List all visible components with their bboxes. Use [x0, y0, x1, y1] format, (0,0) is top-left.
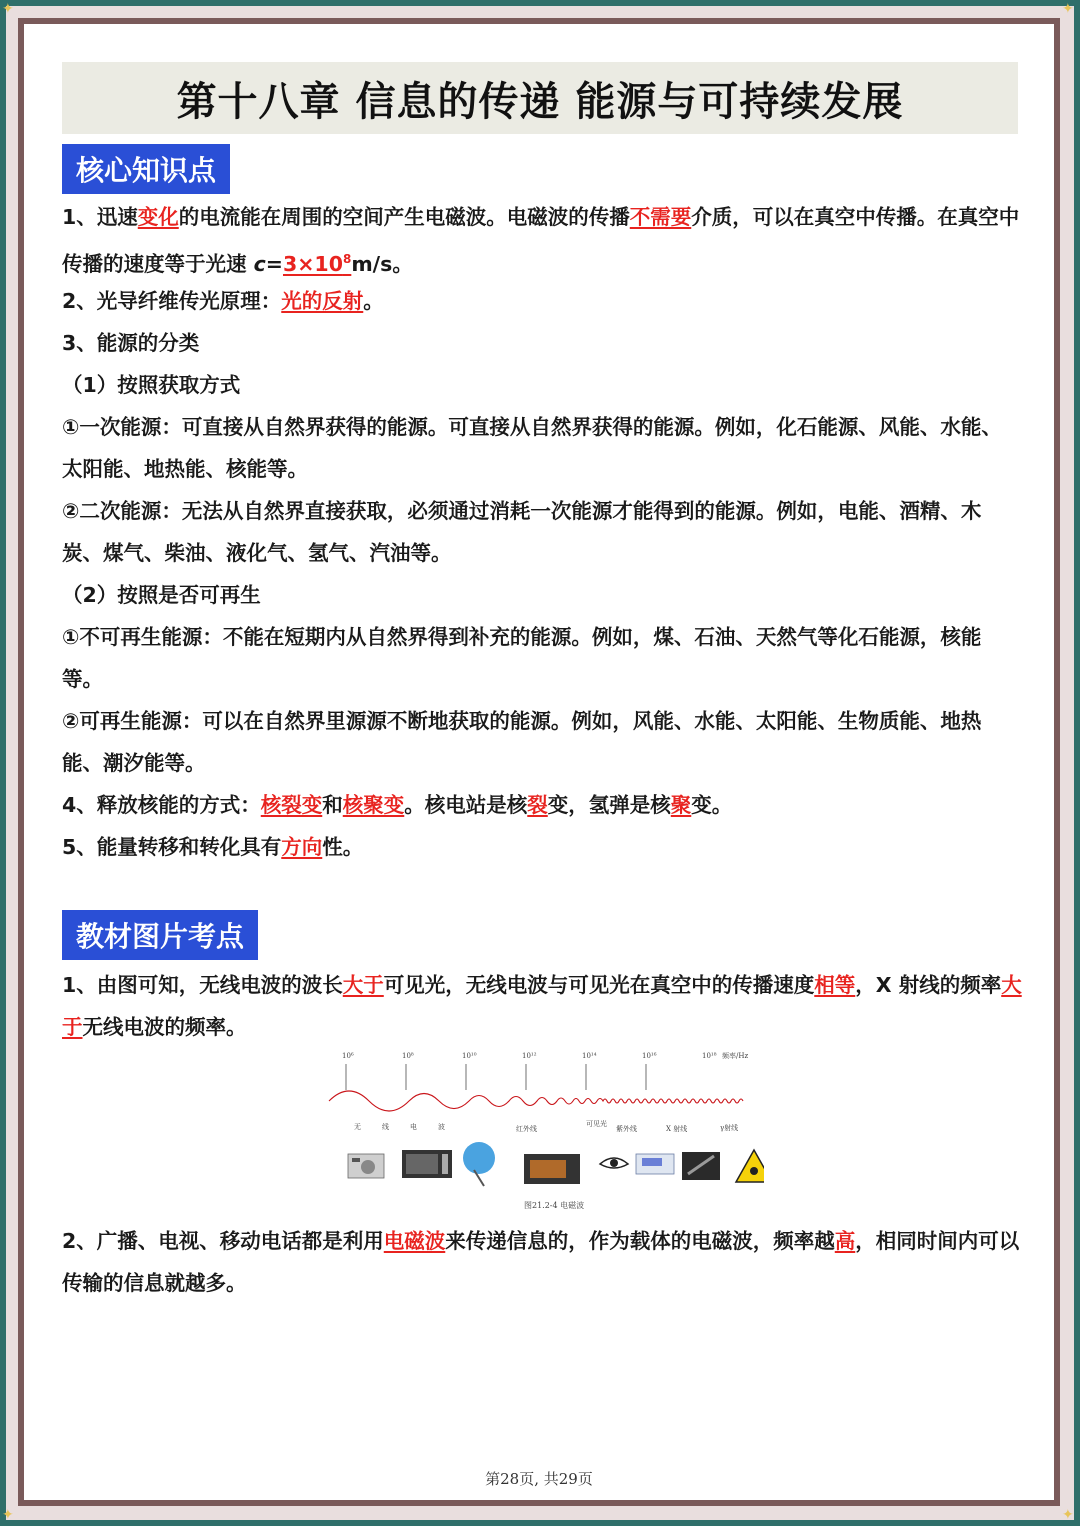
- freq-tick: 10¹²: [522, 1052, 537, 1060]
- core-point-3-2: （2）按照是否可再生: [62, 583, 261, 607]
- band-label: 线: [382, 1123, 389, 1131]
- freq-tick: 10¹⁴: [582, 1052, 597, 1060]
- page-title: 第十八章 信息的传递 能源与可持续发展: [62, 62, 1018, 134]
- xray-image-icon: [682, 1152, 720, 1180]
- section-tag-core: 核心知识点: [62, 144, 230, 194]
- page-border: [2, 1, 1074, 1523]
- band-label: 红外线: [516, 1125, 537, 1133]
- core-point-3-1b: ②二次能源：无法从自然界直接获取，必须通过消耗一次能源才能得到的能源。例如，电能、酒精、木炭、煤气、柴油、液化气、氢气、汽油等。: [62, 499, 982, 565]
- figure-point-1: 1、由图可知，无线电波的波长大于可见光，无线电波与可见光在真空中的传播速度相等，X 射线的频率大于无线电波的频率。: [62, 973, 1022, 1039]
- core-point-2: 2、光导纤维传光原理：光的反射。: [62, 289, 384, 313]
- band-label: X 射线: [666, 1125, 688, 1133]
- wave-curve: [329, 1091, 743, 1111]
- core-point-3: 3、能源的分类: [62, 331, 200, 355]
- microwave-icon: [402, 1150, 452, 1178]
- band-label: 波: [438, 1123, 445, 1131]
- section-tag-figures: 教材图片考点: [62, 910, 258, 960]
- band-label: γ射线: [720, 1124, 739, 1132]
- page-number: 第28页, 共29页: [485, 1470, 593, 1488]
- figure-caption: 图21.2-4 电磁波: [524, 1201, 585, 1210]
- core-point-5: 5、能量转移和转化具有方向性。: [62, 835, 364, 859]
- band-label: 电: [410, 1123, 417, 1131]
- band-label: 可见光: [586, 1120, 607, 1128]
- page-frame: [18, 18, 1060, 1506]
- band-label: 无: [354, 1123, 361, 1131]
- sparkle-icon: ✦: [2, 1507, 14, 1523]
- core-point-1: 1、迅速变化的电流能在周围的空间产生电磁波。电磁波的传播不需要介质，可以在真空中传播。在真空中传播的速度等于光速 $c=3\times 10^8m/s$。: [62, 205, 1020, 276]
- figure-point-2: 2、广播、电视、移动电话都是利用电磁波来传递信息的，作为载体的电磁波，频率越高，相同时间内可以传输的信息就越多。: [62, 1229, 1020, 1295]
- freq-axis-label: 频率/Hz: [722, 1052, 749, 1060]
- freq-tick: 10¹⁸: [702, 1052, 717, 1060]
- freq-tick: 10¹⁶: [642, 1052, 657, 1060]
- core-point-3-1: （1）按照获取方式: [62, 373, 241, 397]
- satellite-dish-icon: [463, 1142, 495, 1186]
- core-point-3-2b: ②可再生能源：可以在自然界里源源不断地获取的能源。例如，风能、水能、太阳能、生物质能、地热能、潮汐能等。: [62, 709, 982, 775]
- band-label: 紫外线: [616, 1125, 637, 1133]
- freq-tick: 10⁸: [402, 1052, 414, 1060]
- oven-icon: [524, 1154, 580, 1184]
- radiation-icon: [736, 1150, 764, 1182]
- freq-tick: 10⁶: [342, 1052, 354, 1060]
- sparkle-icon: ✦: [1062, 1, 1074, 17]
- core-point-3-2a: ①不可再生能源：不能在短期内从自然界得到补充的能源。例如，煤、石油、天然气等化石能源，核能等。: [62, 625, 982, 691]
- radio-icon: [348, 1154, 384, 1178]
- freq-tick: 10¹⁰: [462, 1052, 477, 1060]
- sparkle-icon: ✦: [1062, 1507, 1074, 1523]
- sterilizer-icon: [636, 1154, 674, 1174]
- eye-icon: [600, 1158, 628, 1168]
- core-point-4: 4、释放核能的方式：核裂变和核聚变。核电站是核裂变，氢弹是核聚变。: [62, 793, 733, 817]
- em-spectrum-figure: [324, 1046, 764, 1212]
- core-point-3-1a: ①一次能源：可直接从自然界获得的能源。可直接从自然界获得的能源。例如，化石能源、风能、水能、太阳能、地热能、核能等。: [62, 415, 1002, 481]
- sparkle-icon: ✦: [2, 1, 14, 17]
